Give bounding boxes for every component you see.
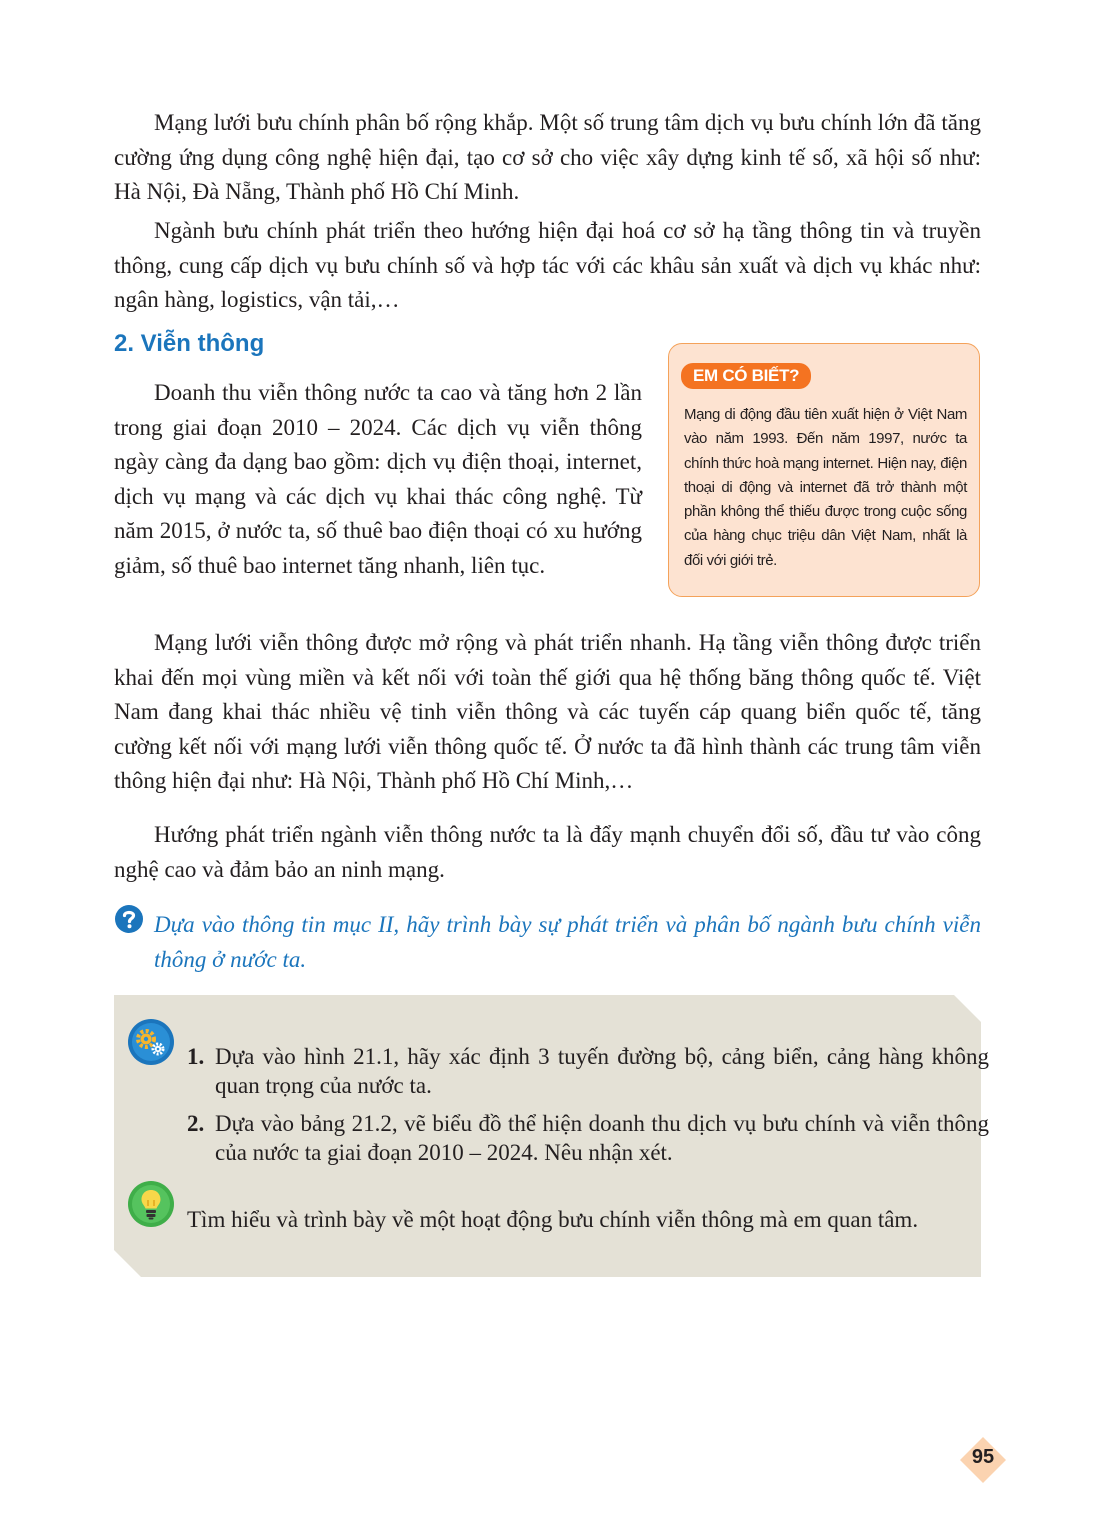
- practice-task-2: [187, 1109, 989, 1167]
- paragraph-telecom-revenue: Doanh thu viễn thông nước ta cao và tăng hơn 2 lần trong giai đoạn 2010 – 2024. Các dịch vụ viễn thông ngày càng đa dạng bao gồm: dịch vụ điện thoại, internet, dịch vụ mạng và các dịch vụ khai thác công nghệ. Từ năm 2015, ở nước ta, số thuê bao điện thoại có xu hướng giảm, số thuê bao internet tăng nhanh, liên tục.: [114, 380, 642, 578]
- task-text: Dựa vào bảng 21.2, vẽ biểu đồ thể hiện doanh thu dịch vụ bưu chính và viễn thông của nước ta giai đoạn 2010 – 2024. Nêu nhận xét.: [215, 1111, 989, 1165]
- gear-icon: [127, 1018, 175, 1066]
- page-number: 95: [971, 1446, 995, 1468]
- callout-text: Mạng di động đầu tiên xuất hiện ở Việt Nam vào năm 1993. Đến năm 1997, nước ta chính thức hoà mạng internet. Hiện nay, điện thoại di động và internet đã trở thành một phần không thể thiếu được trong cuộc sống của hàng chục triệu dân Việt Nam, nhất là đối với giới trẻ.: [684, 406, 967, 569]
- review-question: Dựa vào thông tin mục II, hãy trình bày sự phát triển và phân bố ngành bưu chính viễn thông ở nước ta.: [154, 912, 981, 972]
- lightbulb-icon: [127, 1180, 175, 1228]
- paragraph-postal-development: Ngành bưu chính phát triển theo hướng hiện đại hoá cơ sở hạ tầng thông tin và truyền thông, cung cấp dịch vụ bưu chính số và hợp tác với các khâu sản xuất và dịch vụ khác như: ngân hàng, logistics, vận tải,…: [114, 218, 981, 312]
- task-text: Dựa vào hình 21.1, hãy xác định 3 tuyến đường bộ, cảng biển, cảng hàng không quan trọng của nước ta.: [215, 1044, 989, 1098]
- practice-task-1: [187, 1042, 989, 1100]
- paragraph-postal-network: Mạng lưới bưu chính phân bố rộng khắp. Một số trung tâm dịch vụ bưu chính lớn đã tăng cường ứng dụng công nghệ hiện đại, tạo cơ sở cho việc xây dựng kinh tế số, xã hội số như: Hà Nội, Đà Nẵng, Thành phố Hồ Chí Minh.: [114, 110, 981, 204]
- explore-task: Tìm hiểu và trình bày về một hoạt động bưu chính viễn thông mà em quan tâm.: [187, 1207, 919, 1232]
- callout-tag: EM CÓ BIẾT?: [681, 363, 811, 389]
- section-heading-telecom: 2. Viễn thông: [114, 330, 265, 357]
- question-mark-icon: [114, 904, 144, 934]
- did-you-know-callout: [668, 343, 980, 597]
- paragraph-telecom-direction: Hướng phát triển ngành viễn thông nước ta là đẩy mạnh chuyển đổi số, đầu tư vào công nghệ cao và đảm bảo an ninh mạng.: [114, 822, 981, 882]
- task-number: 1.: [187, 1044, 205, 1069]
- paragraph-telecom-network: Mạng lưới viễn thông được mở rộng và phát triển nhanh. Hạ tầng viễn thông được triển khai đến mọi vùng miền và kết nối với toàn thế giới qua hệ thống băng thông quốc tế. Việt Nam đang khai thác nhiều vệ tinh viễn thông và các tuyến cáp quang biển quốc tế, tăng cường kết nối với mạng lưới viễn thông quốc tế. Ở nước ta đã hình thành các trung tâm viễn thông hiện đại như: Hà Nội, Thành phố Hồ Chí Minh,…: [114, 630, 981, 793]
- task-number: 2.: [187, 1111, 205, 1136]
